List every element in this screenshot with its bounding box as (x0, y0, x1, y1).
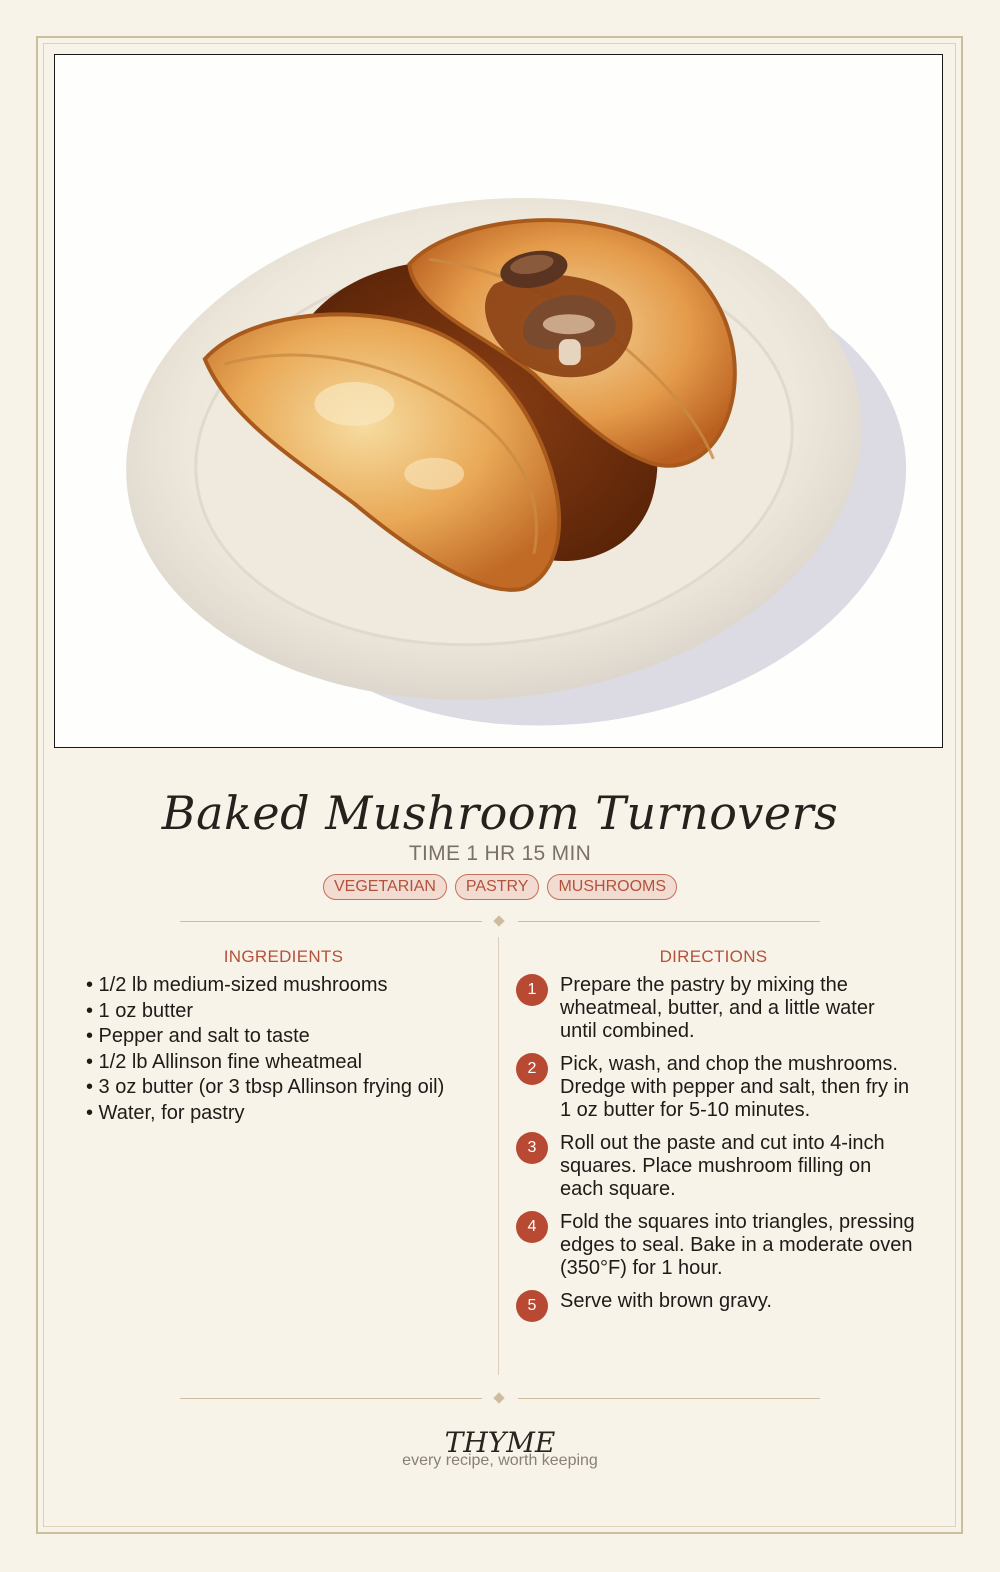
diamond-ornament-icon (493, 1392, 504, 1403)
ingredient-item: • 3 oz butter (or 3 tbsp Allinson frying oil) (86, 1076, 445, 1098)
directions-heading: DIRECTIONS (659, 947, 768, 966)
step-number-badge: 5 (516, 1290, 548, 1322)
direction-step (516, 1211, 916, 1280)
direction-step (516, 1132, 916, 1201)
step-number-badge: 4 (516, 1211, 548, 1243)
direction-step (516, 1290, 916, 1322)
step-text: Roll out the paste and cut into 4-inch squares. Place mushroom filling on each square. (560, 1132, 885, 1200)
ingredient-item: • 1 oz butter (86, 999, 194, 1022)
ingredient-item: • Water, for pastry (86, 1101, 245, 1124)
ingredient-item: • 1/2 lb medium-sized mushrooms (86, 974, 388, 996)
ingredient-item: • Pepper and salt to taste (86, 1025, 310, 1047)
tag-list (0, 874, 1000, 900)
step-text: Fold the squares into triangles, pressing edges to seal. Bake in a moderate oven (350°F) for 1 hour. (560, 1211, 915, 1279)
brand-logo-text: THYME (444, 1426, 556, 1459)
step-text: Prepare the pastry by mixing the wheatmeal, butter, and a little water until combined. (560, 974, 875, 1042)
tag-vegetarian[interactable]: VEGETARIAN (323, 874, 447, 900)
tag-pastry[interactable]: PASTRY (455, 874, 540, 900)
section-divider-top (180, 915, 820, 929)
step-number-badge: 1 (516, 974, 548, 1006)
step-text: Pick, wash, and chop the mushrooms. Dredge with pepper and salt, then fry in 1 oz butter for 5-10 minutes. (560, 1053, 910, 1121)
direction-step (516, 1053, 916, 1122)
column-divider (498, 937, 499, 1375)
ingredients-list (86, 973, 466, 1126)
recipe-time: TIME 1 HR 15 MIN (408, 842, 592, 865)
recipe-photo (54, 54, 943, 748)
ingredients-heading: INGREDIENTS (223, 947, 344, 966)
tag-mushrooms[interactable]: MUSHROOMS (547, 874, 677, 900)
step-number-badge: 3 (516, 1132, 548, 1164)
step-text: Serve with brown gravy. (560, 1290, 772, 1312)
direction-step (516, 974, 916, 1043)
brand-tagline: every recipe, worth keeping (402, 1452, 598, 1469)
step-number-badge: 2 (516, 1053, 548, 1085)
directions-list (516, 974, 916, 1332)
diamond-ornament-icon (493, 915, 504, 926)
ingredient-item: • 1/2 lb Allinson fine wheatmeal (86, 1050, 363, 1073)
turnovers-illustration (55, 55, 942, 747)
recipe-title: Baked Mushroom Turnovers (161, 786, 839, 840)
section-divider-bottom (180, 1392, 820, 1406)
